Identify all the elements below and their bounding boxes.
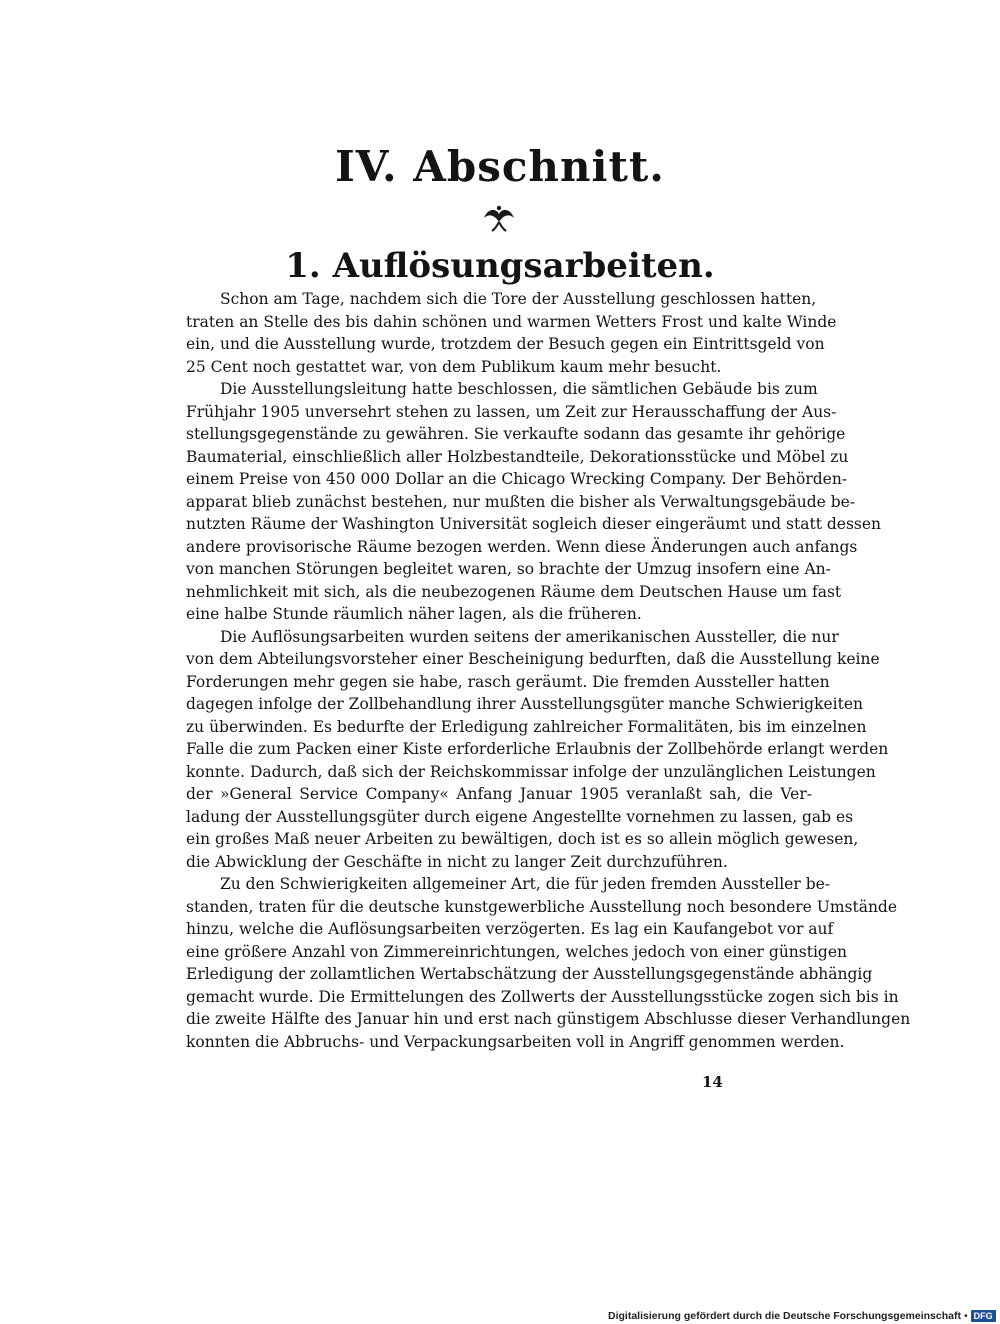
text-line: einem Preise von 450 000 Dollar an die Chicago Wrecking Company. Der Behörden- xyxy=(186,470,848,488)
text-line: traten an Stelle des bis dahin schönen und warmen Wetters Frost und kalte Winde xyxy=(186,312,837,331)
text-line: nutzten Räume der Washington Universität sogleich dieser eingeräumt und statt dessen xyxy=(186,515,882,533)
text-line: Zu den Schwierigkeiten allgemeiner Art, die für jeden fremden Aussteller be- xyxy=(220,875,831,893)
text-line: Schon am Tage, nachdem sich die Tore der Ausstellung geschlossen hatten, xyxy=(220,290,817,308)
text-line: apparat blieb zunächst bestehen, nur mußten die bisher als Verwaltungsgebäude be- xyxy=(186,492,856,511)
text-line: Die Ausstellungsleitung hatte beschlossen, die sämtlichen Gebäude bis zum xyxy=(220,380,818,398)
text-line: zu überwinden. Es bedurfte der Erledigung zahlreicher Formalitäten, bis im einzelnen xyxy=(186,717,867,736)
text-line: konnten die Abbruchs- und Verpackungsarbeiten voll in Angriff genommen werden. xyxy=(186,1032,845,1051)
paragraph xyxy=(186,873,911,1053)
text-line: eine halbe Stunde räumlich näher lagen, als die früheren. xyxy=(186,605,642,623)
text-line: Erledigung der zollamtlichen Wertabschätzung der Ausstellungsgegenstände abhängig xyxy=(186,965,873,983)
footer-credit: Digitalisierung gefördert durch die Deutsche Forschungsgemeinschaft xyxy=(608,1310,961,1322)
text-line: ein großes Maß neuer Arbeiten zu bewältigen, doch ist es so allein möglich gewesen, xyxy=(186,830,859,848)
text-line: dagegen infolge der Zollbehandlung ihrer Ausstellungsgüter manche Schwierigkeiten xyxy=(186,695,863,713)
text-line: 25 Cent noch gestattet war, von dem Publikum kaum mehr besucht. xyxy=(186,357,722,376)
text-line: Frühjahr 1905 unversehrt stehen zu lassen, um Zeit zur Herausschaffung der Aus- xyxy=(186,402,837,421)
text-line: von manchen Störungen begleitet waren, so brachte der Umzug insofern eine An- xyxy=(186,560,831,578)
text-line: ein, und die Ausstellung wurde, trotzdem der Besuch gegen ein Eintrittsgeld von xyxy=(186,335,825,353)
text-line: eine größere Anzahl von Zimmereinrichtungen, welches jedoch von einer günstigen xyxy=(186,942,847,961)
text-line: die Abwicklung der Geschäfte in nicht zu langer Zeit durchzuführen. xyxy=(186,852,728,871)
text-line: nehmlichkeit mit sich, als die neubezogenen Räume dem Deutschen Hause um fast xyxy=(186,582,842,601)
digitization-footer xyxy=(608,1309,996,1323)
section-title: 1. Auflösungsarbeiten. xyxy=(285,246,715,286)
paragraph xyxy=(186,378,882,626)
body-text xyxy=(186,288,911,1053)
paragraph xyxy=(186,288,837,378)
paragraph xyxy=(186,626,889,874)
text-line: andere provisorische Räume bezogen werden. Wenn diese Änderungen auch anfangs xyxy=(186,537,858,556)
text-line: konnte. Dadurch, daß sich der Reichskommissar infolge der unzulänglichen Leistungen xyxy=(186,762,876,781)
text-line: standen, traten für die deutsche kunstgewerbliche Ausstellung noch besondere Umstände xyxy=(186,897,898,916)
text-line: die zweite Hälfte des Januar hin und erst nach günstigem Abschlusse dieser Verhandlungen xyxy=(186,1010,911,1028)
text-line: Die Auflösungsarbeiten wurden seitens der amerikanischen Aussteller, die nur xyxy=(220,627,839,646)
chapter-heading: IV. Abschnitt. xyxy=(335,142,665,191)
text-line: der »General Service Company« Anfang Januar 1905 veranlaßt sah, die Ver- xyxy=(186,785,812,803)
text-line: Baumaterial, einschließlich aller Holzbestandteile, Dekorationsstücke und Möbel zu xyxy=(186,447,849,466)
text-line: hinzu, welche die Auflösungsarbeiten verzögerten. Es lag ein Kaufangebot vor auf xyxy=(186,920,834,938)
page-number: 14 xyxy=(702,1073,723,1091)
text-line: gemacht wurde. Die Ermittelungen des Zollwerts der Ausstellungsstücke zogen sich bis in xyxy=(186,987,899,1006)
fleuron-ornament-icon xyxy=(478,202,520,234)
text-line: Falle die zum Packen einer Kiste erforderliche Erlaubnis der Zollbehörde erlangt werden xyxy=(186,740,889,758)
text-line: stellungsgegenstände zu gewähren. Sie verkaufte sodann das gesamte ihr gehörige xyxy=(186,425,846,443)
footer-separator: • xyxy=(963,1310,968,1322)
text-line: ladung der Ausstellungsgüter durch eigene Angestellte vornehmen zu lassen, gab es xyxy=(186,807,854,826)
text-line: Forderungen mehr gegen sie habe, rasch geräumt. Die fremden Aussteller hatten xyxy=(186,672,830,691)
dfg-logo: DFG xyxy=(971,1310,996,1322)
text-line: von dem Abteilungsvorsteher einer Bescheinigung bedurften, daß die Ausstellung keine xyxy=(186,650,880,668)
